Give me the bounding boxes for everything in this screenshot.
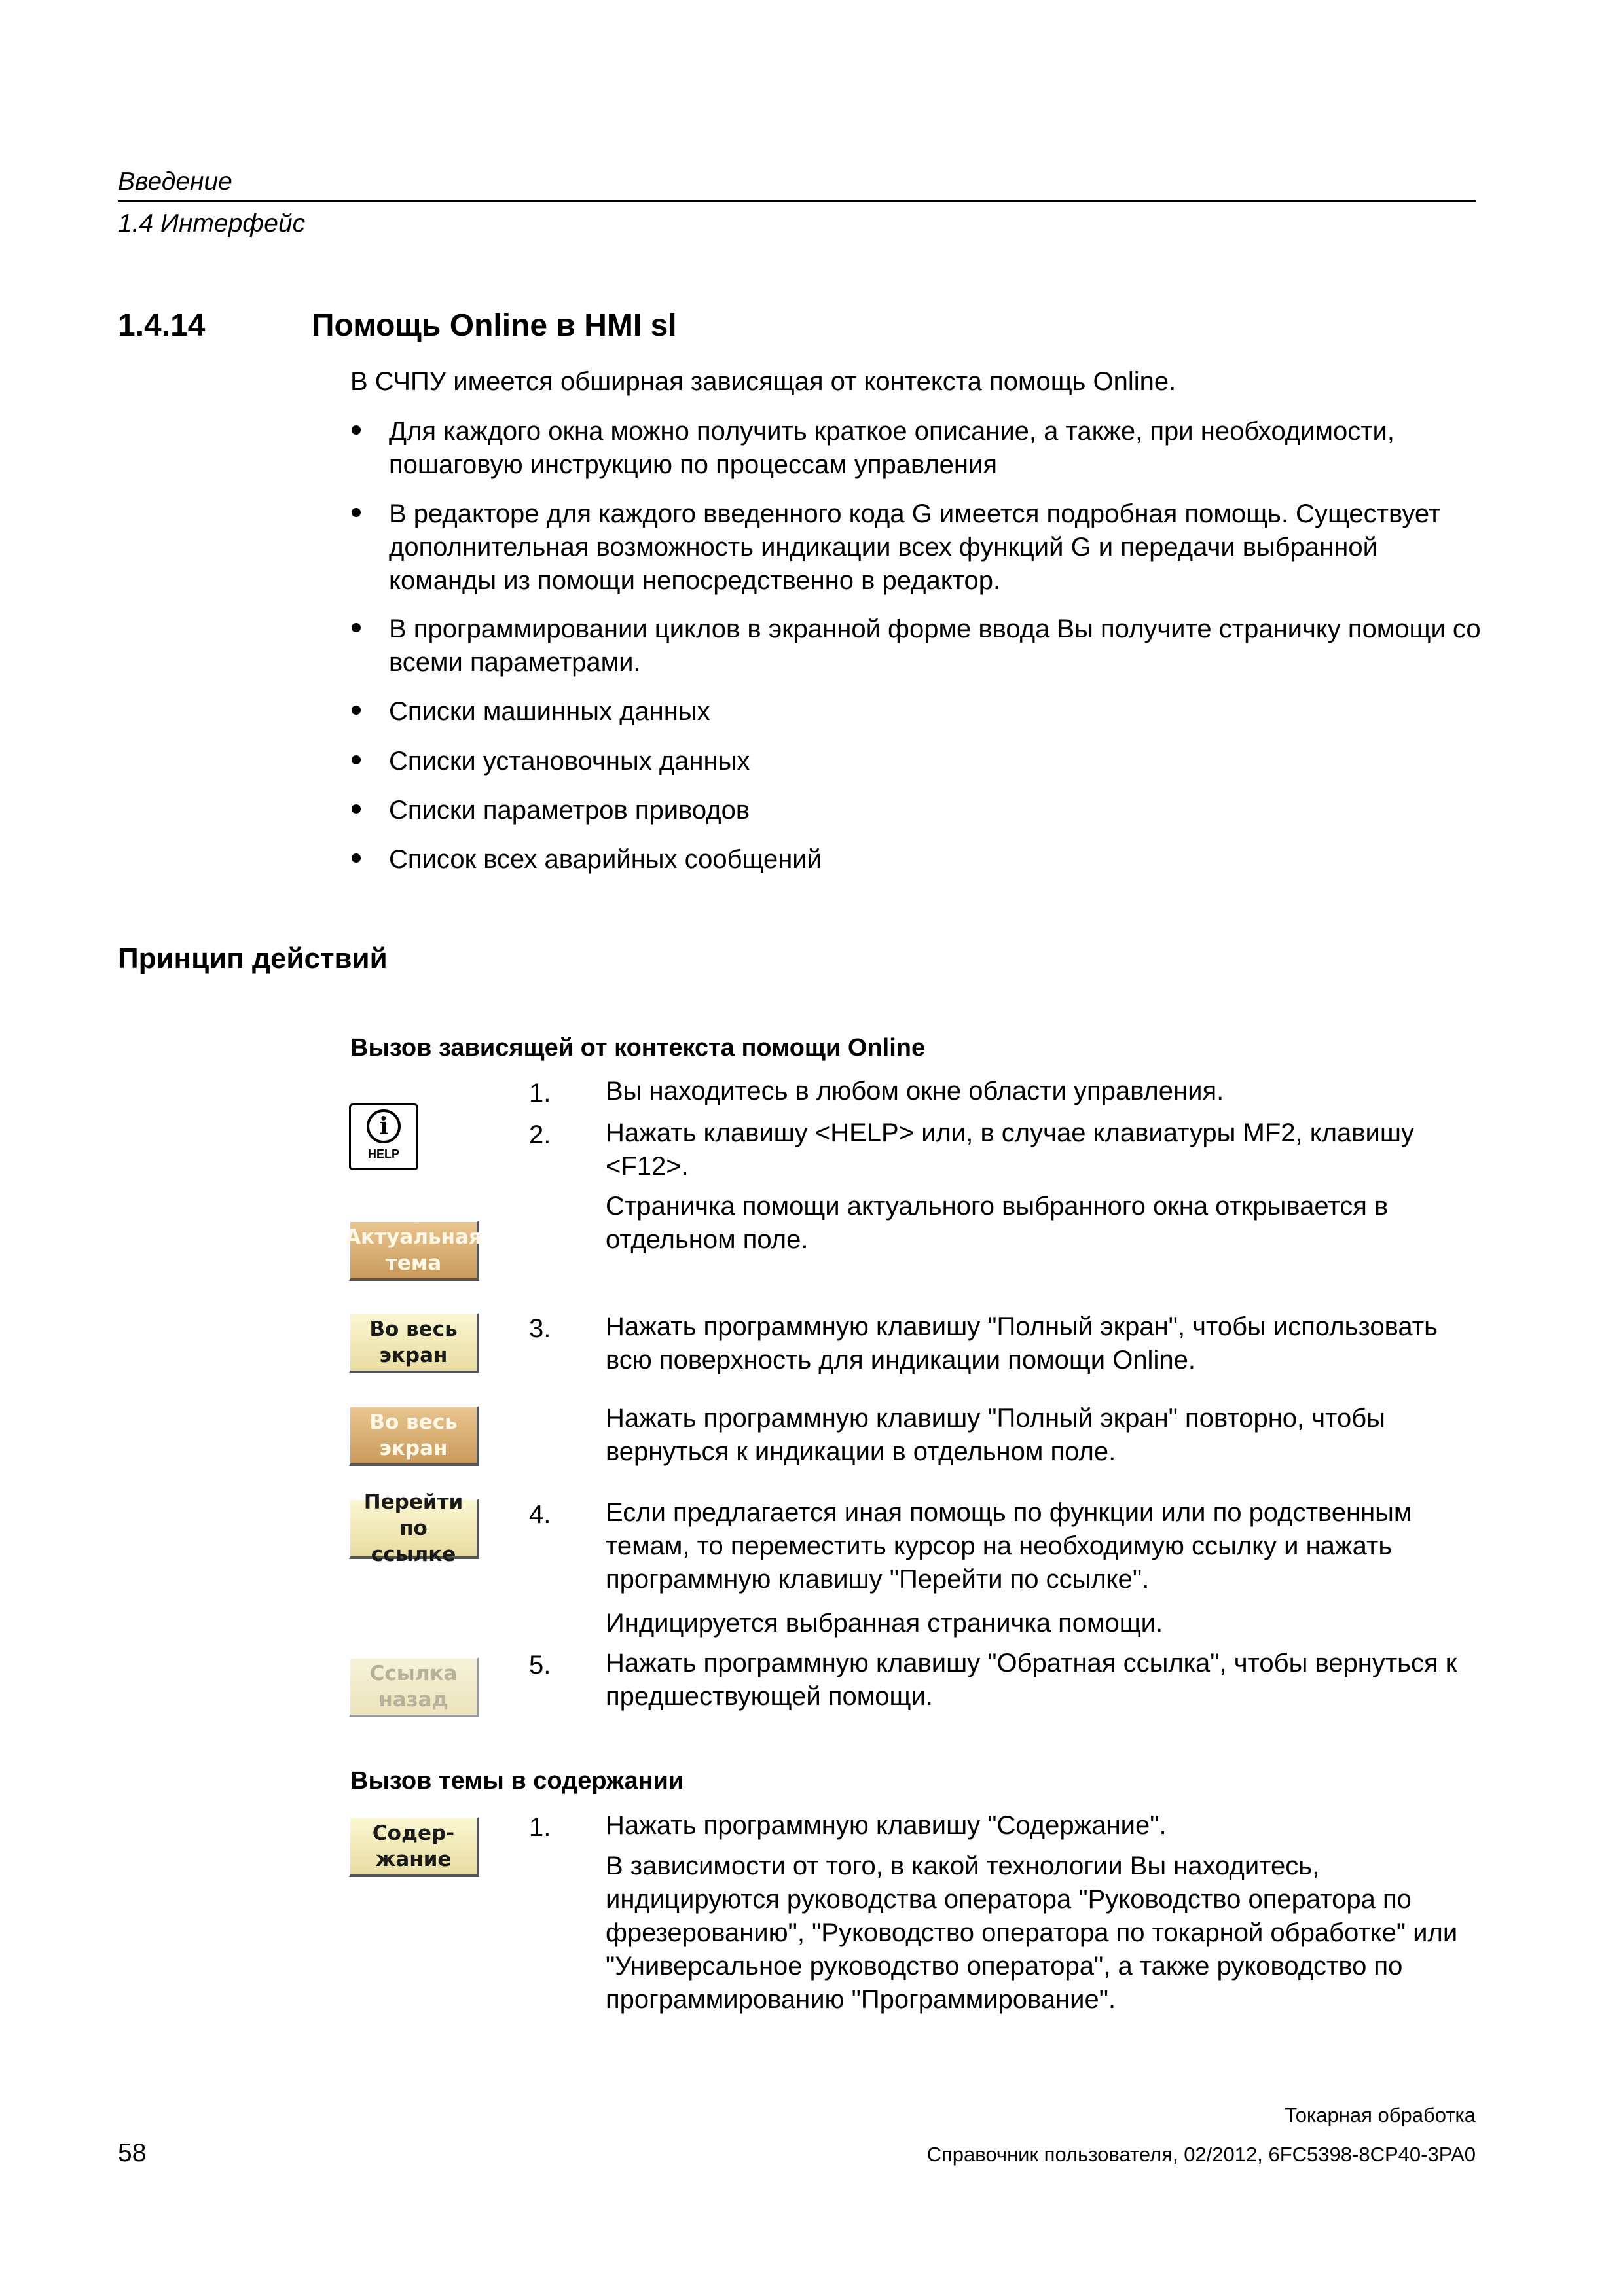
step-text: Нажать программную клавишу "Обратная ссылка", чтобы вернуться к предшествующей помощи. <box>606 1649 1457 1711</box>
header-divider <box>118 200 1476 202</box>
list-item: Списки параметров приводов <box>389 796 750 825</box>
bullet-dot <box>352 508 361 517</box>
step-number: 4. <box>529 1500 551 1529</box>
step-text: Вы находитесь в любом окне области управления. <box>606 1077 1224 1105</box>
step-number: 1. <box>529 1813 551 1842</box>
section-number: 1.4.14 <box>118 308 206 343</box>
step-note: В зависимости от того, в какой технологии Вы находитесь, индицируются руководства оператора "Руководство оператора по фрезерованию", "Руководство оператора по токарной обработке" или "Универсальное руководство оператора", а также руководство по программированию "Программирование". <box>606 1852 1458 2014</box>
step-text: Если предлагается иная помощь по функции или по родственным темам, то переместить курсор на необходимую ссылку и нажать программную клавишу "Перейти по ссылке". <box>606 1498 1412 1594</box>
bullet-dot <box>352 804 361 814</box>
step-note: Страничка помощи актуального выбранного окна открывается в отдельном поле. <box>606 1192 1389 1254</box>
subsection-heading-context-help: Вызов зависящей от контекста помощи Online <box>350 1034 926 1062</box>
follow-link-softkey[interactable]: Перейти по ссылке <box>349 1499 479 1559</box>
footer-title: Токарная обработка <box>1285 2104 1476 2126</box>
bullet-dot <box>352 853 361 863</box>
fullscreen-active-softkey[interactable]: Во весь экран <box>349 1406 479 1466</box>
section-title: Помощь Online в HMI sl <box>312 308 677 343</box>
step-text: Нажать программную клавишу "Полный экран", чтобы использовать всю поверхность для индикации помощи Online. <box>606 1312 1438 1374</box>
contents-softkey[interactable]: Содер- жание <box>349 1817 479 1877</box>
bullet-dot <box>352 425 361 435</box>
bullet-dot <box>352 623 361 632</box>
list-item: Для каждого окна можно получить краткое описание, а также, при необходимости, пошаговую инструкцию по процессам управления <box>389 417 1395 479</box>
list-item: Списки машинных данных <box>389 697 710 726</box>
info-icon: i <box>367 1109 401 1143</box>
fullscreen-softkey[interactable]: Во весь экран <box>349 1313 479 1373</box>
link-back-softkey[interactable]: Ссылка назад <box>349 1657 479 1717</box>
help-key-label: HELP <box>367 1147 399 1160</box>
bullet-dot <box>352 706 361 715</box>
intro-text: В СЧПУ имеется обширная зависящая от контекста помощь Online. <box>350 367 1176 396</box>
list-item: В программировании циклов в экранной форме ввода Вы получите страничку помощи со всеми параметрами. <box>389 615 1481 677</box>
step-text: Нажать клавишу <HELP> или, в случае клавиатуры MF2, клавишу <F12>. <box>606 1119 1414 1181</box>
help-key[interactable] <box>349 1103 418 1170</box>
step-note: Нажать программную клавишу "Полный экран" повторно, чтобы вернуться к индикации в отдельном поле. <box>606 1404 1385 1466</box>
list-item: Список всех аварийных сообщений <box>389 845 822 874</box>
principle-heading: Принцип действий <box>118 942 388 975</box>
subsection-heading-contents: Вызов темы в содержании <box>350 1767 684 1795</box>
page-number: 58 <box>118 2139 147 2167</box>
header-section: 1.4 Интерфейс <box>118 209 306 238</box>
current-topic-softkey[interactable]: Актуальная тема <box>349 1221 479 1281</box>
header-chapter: Введение <box>118 168 232 196</box>
footer-doc-info: Справочник пользователя, 02/2012, 6FC5398-8CP40-3PA0 <box>926 2143 1476 2166</box>
step-number: 5. <box>529 1651 551 1679</box>
list-item: Списки установочных данных <box>389 747 750 776</box>
step-number: 3. <box>529 1314 551 1343</box>
list-item: В редакторе для каждого введенного кода G имеется подробная помощь. Существует дополнительная возможность индикации всех функций G и передачи выбранной команды из помощи непосредственно в редактор. <box>389 499 1441 595</box>
step-text: Нажать программную клавишу "Содержание". <box>606 1811 1167 1840</box>
step-number: 1. <box>529 1079 551 1107</box>
step-note: Индицируется выбранная страничка помощи. <box>606 1609 1163 1638</box>
bullet-dot <box>352 755 361 764</box>
step-number: 2. <box>529 1121 551 1149</box>
